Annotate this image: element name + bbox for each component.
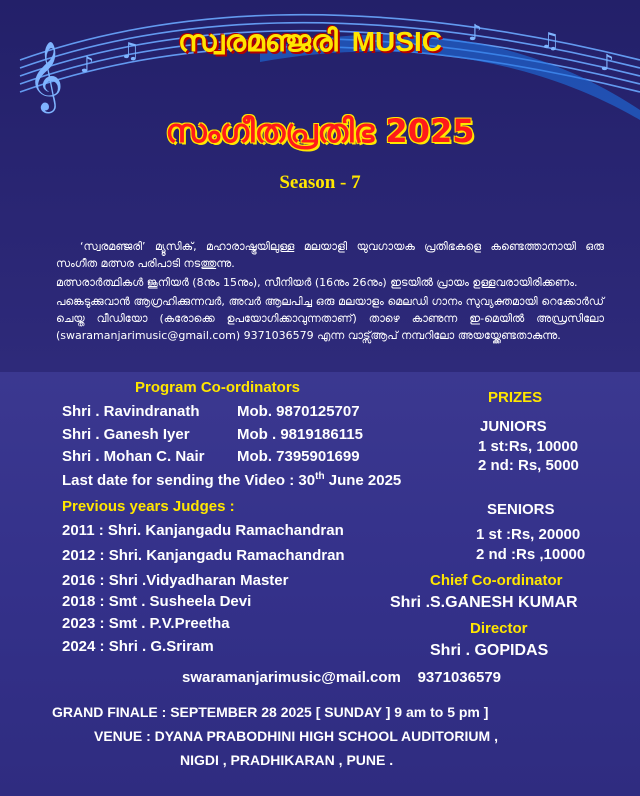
judge-entry: 2012 : Shri. Kanjangadu Ramachandran (62, 547, 345, 564)
season-label: Season - 7 (279, 172, 361, 193)
description (56, 238, 604, 346)
logo-malayalam: സ്വരമഞ്ജരി (178, 24, 338, 59)
last-date-prefix: Last date for sending the Video : 30 (62, 472, 316, 489)
coordinator-mobile: Mob. 9870125707 (237, 403, 360, 420)
judge-entry: 2018 : Smt . Susheela Devi (62, 593, 252, 610)
svg-text:♪: ♪ (468, 21, 483, 46)
junior-prize: 2 nd: Rs, 5000 (478, 457, 579, 474)
director-name: Shri . GOPIDAS (430, 642, 549, 659)
contact-email: swaramanjarimusic@mail.com (182, 669, 401, 686)
coordinators-heading: Program Co-ordinators (135, 379, 301, 396)
svg-text:♫: ♫ (120, 39, 140, 64)
description-para-1: ‘സ്വരമഞ്ജരി’ മ്യൂസിക്, മഹാരാഷ്ട്രയിലുള്ള മലയാളി യുവഗായക പ്രതിഭകളെ കണ്ടെത്താനായി ഒരു സംഗീത മത്സര പരിപാടി നടത്തുന്നു. (56, 240, 604, 270)
coordinator-mobile: Mob . 9819186115 (237, 426, 363, 443)
coordinator-name: Shri . Ganesh Iyer (62, 426, 190, 443)
judge-entry: 2011 : Shri. Kanjangadu Ramachandran (62, 522, 344, 539)
logo (178, 24, 442, 70)
chief-coordinator-name: Shri .S.GANESH KUMAR (390, 594, 578, 611)
coordinator-name: Shri . Mohan C. Nair (62, 448, 205, 465)
judge-entry: 2024 : Shri . G.Sriram (62, 638, 214, 655)
director-heading: Director (470, 620, 528, 637)
venue-line-2: NIGDI , PRADHIKARAN , PUNE . (180, 752, 394, 768)
judge-entry: 2023 : Smt . P.V.Preetha (62, 615, 230, 632)
junior-prize: 1 st:Rs, 10000 (478, 438, 579, 455)
svg-text:♪: ♪ (600, 51, 615, 76)
seniors-label: SENIORS (487, 501, 555, 518)
last-date (62, 471, 401, 489)
judges-heading: Previous years Judges : (62, 498, 235, 515)
description-para-2: മത്സരാർത്ഥികൾ ജൂനിയർ (8നും 15നും), സീനിയർ (16നും 26നും) ഇടയിൽ പ്രായം ഉള്ളവരായിരിക്കണം. (56, 276, 578, 289)
grand-finale: GRAND FINALE : SEPTEMBER 28 2025 [ SUNDAY ] 9 am to 5 pm ] (52, 704, 489, 720)
contact-line (182, 669, 501, 686)
juniors-label: JUNIORS (480, 418, 547, 435)
judge-entry: 2016 : Shri .Vidyadharan Master (62, 572, 289, 589)
last-date-sup: th (315, 471, 325, 482)
coordinator-row (62, 426, 363, 443)
senior-prize: 1 st :Rs, 20000 (476, 526, 581, 543)
last-date-suffix: June 2025 (324, 472, 402, 489)
chief-coordinator-heading: Chief Co-ordinator (430, 572, 563, 589)
prizes-heading: PRIZES (488, 389, 543, 406)
svg-text:♪: ♪ (80, 53, 95, 78)
logo-english: MUSIC (351, 26, 442, 57)
event-title: സംഗീതപ്രതിഭ 2025 (165, 112, 475, 150)
coordinator-mobile: Mob. 7395901699 (237, 448, 360, 465)
description-para-3: പങ്കെടുക്കുവാൻ ആഗ്രഹിക്കുന്നവർ, അവർ ആലപിച്ച ഒരു മലയാളം മെലഡി ഗാനം സുവ്യക്തമായി റെക്കോർഡ് ചെയ്ത വീഡിയോ (കരോക്കെ ഉപയോഗിക്കാവുന്നതാണ്) താഴെ കാണുന്ന ഇ-മെയിൽ അഡ്രസിലോ (swaramanjarimusic@gmail.com) 9371036579 എന്ന വാട്സ്ആപ് നമ്പറിലോ അയയ്ക്കേണ്ടതാകുന്നു. (56, 295, 604, 342)
coordinator-name: Shri . Ravindranath (62, 403, 200, 420)
venue-line-1: VENUE : DYANA PRABODHINI HIGH SCHOOL AUDITORIUM , (94, 728, 498, 744)
coordinator-row (62, 403, 360, 420)
svg-text:♫: ♫ (540, 29, 560, 54)
senior-prize: 2 nd :Rs ,10000 (476, 546, 586, 563)
treble-clef-icon: 𝄞 (28, 41, 64, 111)
contact-phone: 9371036579 (417, 669, 502, 686)
coordinator-row (62, 448, 360, 465)
